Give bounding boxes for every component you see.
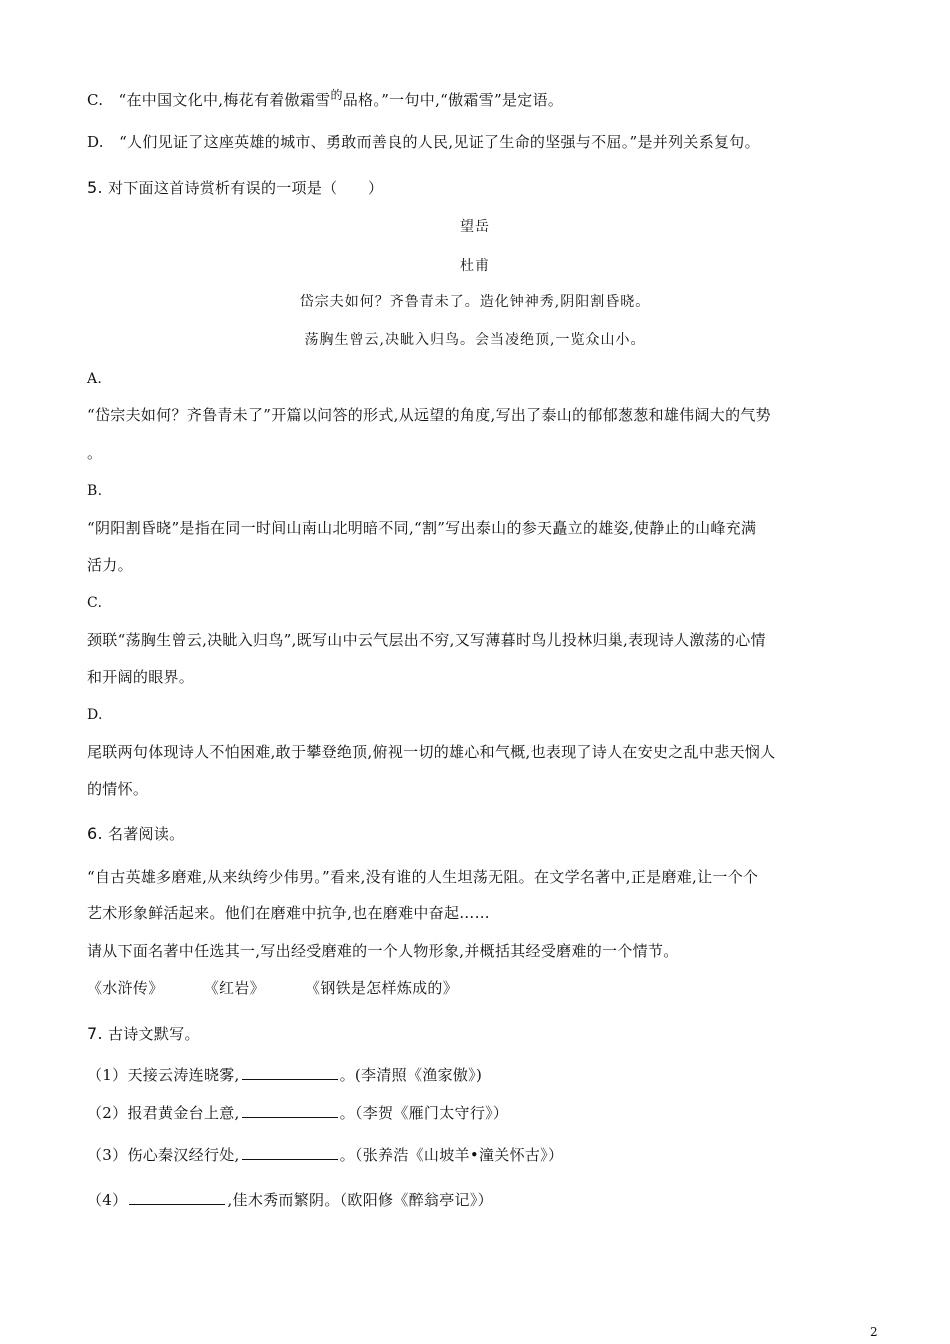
q5-option-d-line2: 的情怀。 — [87, 780, 149, 798]
question-prompt: 对下面这首诗赏析有误的一项是（ ） — [107, 179, 384, 197]
q5-option-d-label: D. — [87, 707, 103, 723]
answer-blank[interactable] — [129, 1191, 225, 1205]
item-number: （1） — [87, 1066, 128, 1084]
answer-blank[interactable] — [242, 1104, 338, 1118]
q6-question — [87, 824, 184, 844]
item-source: ,佳木秀而繁阴。（欧阳修《醉翁亭记》） — [227, 1191, 493, 1209]
q5-question — [87, 178, 383, 198]
book-title: 《水浒传》 — [87, 979, 164, 997]
option-text: “在中国文化中,梅花有着傲霜雪 — [118, 91, 331, 109]
option-label: D. — [87, 133, 104, 151]
item-text: 伤心秦汉经行处, — [127, 1146, 240, 1164]
question-number: 7. — [87, 1024, 103, 1043]
option-text-cont: 品格。”一句中,“傲霜雪”是定语。 — [342, 91, 564, 109]
superscript-char: 的 — [330, 88, 343, 102]
page-number: 2 — [870, 1325, 878, 1339]
poem-title: 望岳 — [460, 219, 490, 235]
q7-question — [87, 1024, 200, 1044]
item-text: 报君黄金台上意, — [127, 1104, 240, 1122]
item-text: 天接云涛连晓雾, — [127, 1066, 240, 1084]
q7-item-3 — [87, 1145, 563, 1165]
q5-option-b-line2: 活力。 — [87, 556, 133, 574]
q6-paragraph-line2: 艺术形象鲜活起来。他们在磨难中抗争,也在磨难中奋起…… — [87, 904, 490, 922]
q7-item-1 — [87, 1065, 482, 1085]
q5-option-a-line1: “岱宗夫如何？齐鲁青未了”开篇以问答的形式,从远望的角度,写出了泰山的郁郁葱葱和雄伟阔大的气势 — [87, 406, 771, 424]
q5-option-c-line2: 和开阔的眼界。 — [87, 668, 195, 686]
poem-line-2: 荡胸生曾云,决眦入归鸟。会当凌绝顶,一览众山小。 — [304, 332, 646, 348]
q7-item-4 — [87, 1190, 493, 1210]
book-title: 《钢铁是怎样炼成的》 — [305, 979, 459, 997]
item-number: （3） — [87, 1146, 128, 1164]
item-source: 。（张养浩《山坡羊•潼关怀古》） — [339, 1146, 564, 1164]
item-source: 。（李贺《雁门太守行》） — [339, 1104, 509, 1122]
item-source: 。(李清照《渔家傲》) — [339, 1066, 483, 1084]
item-number: （2） — [87, 1104, 128, 1122]
poem-author: 杜甫 — [460, 258, 490, 274]
item-number: （4） — [87, 1191, 128, 1209]
question-title: 名著阅读。 — [107, 825, 185, 843]
q6-book-list — [87, 978, 458, 998]
answer-blank[interactable] — [242, 1066, 338, 1080]
q7-item-2 — [87, 1103, 508, 1123]
q5-option-b-label: B. — [87, 483, 103, 499]
q5-option-a-label: A. — [87, 371, 103, 387]
q4-option-d — [87, 132, 760, 152]
question-number: 6. — [87, 824, 103, 843]
option-text: “人们见证了这座英雄的城市、勇敢而善良的人民,见证了生命的坚强与不屈。”是并列关系复句。 — [119, 133, 760, 151]
question-title: 古诗文默写。 — [107, 1025, 200, 1043]
answer-blank[interactable] — [242, 1146, 338, 1160]
q4-option-c — [87, 90, 563, 111]
q5-option-b-line1: “阴阳割昏晓”是指在同一时间山南山北明暗不同,“割”写出泰山的参天矗立的雄姿,使静止的山峰充满 — [87, 519, 757, 537]
q5-option-c-label: C. — [87, 595, 103, 611]
q6-paragraph-line1: “自古英雄多磨难,从来纨绔少伟男。”看来,没有谁的人生坦荡无阻。在文学名著中,正是磨难,让一个个 — [87, 868, 759, 886]
q5-option-c-line1: 颈联“荡胸生曾云,决眦入归鸟”,既写山中云气层出不穷,又写薄暮时鸟儿投林归巢,表现诗人激荡的心情 — [87, 631, 766, 649]
option-label: C. — [87, 91, 104, 109]
poem-line-1: 岱宗夫如何？齐鲁青未了。造化钟神秀,阴阳割昏晓。 — [299, 294, 651, 310]
book-title: 《红岩》 — [203, 979, 265, 997]
q6-instruction: 请从下面名著中任选其一,写出经受磨难的一个人物形象,并概括其经受磨难的一个情节。 — [87, 942, 679, 960]
q5-option-d-line1: 尾联两句体现诗人不怕困难,敢于攀登绝顶,俯视一切的雄心和气概,也表现了诗人在安史之乱中悲天悯人 — [87, 743, 776, 761]
question-number: 5. — [87, 178, 103, 197]
q5-option-a-line2: 。 — [87, 444, 103, 462]
